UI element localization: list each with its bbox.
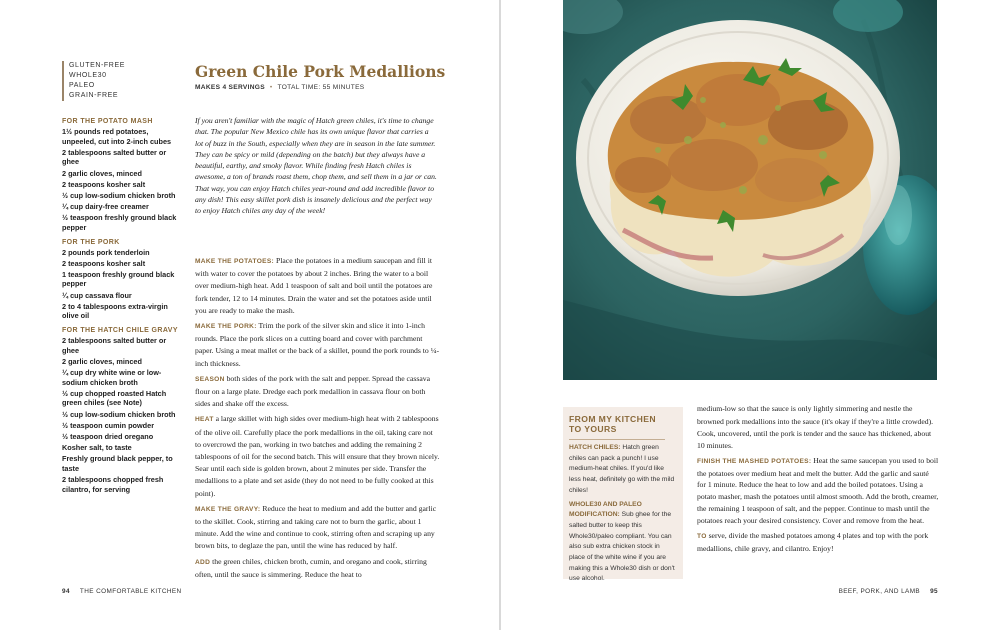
ingredient-item: 2 tablespoons chopped fresh cilantro, for serving [62, 475, 164, 494]
ingredient-item: ¼ cup cassava flour [62, 290, 132, 300]
page-number: 95 [930, 588, 938, 595]
step-text: Heat the same saucepan you used to boil the potatoes over medium heat and melt the butter. Add the garlic and sauté for 1 minute. Reduce the heat to low and add the boiled potatoes. Using a potato masher, mash the potatoes until almost smooth. Add the broth, creamer, the remaining 1 teaspoon of salt, and the pepper. Continue to mash until the potatoes reach your desired consistency. Cover and remove from the heat. [697, 455, 939, 526]
note-label: HATCH CHILES: [569, 444, 621, 451]
ingredient-item: ½ cup chopped roasted Hatch green chiles (see Note) [62, 388, 167, 408]
dish-illustration [563, 0, 937, 380]
dish-photo [563, 0, 937, 380]
ingredient-item: 2 teaspoons kosher salt [62, 258, 146, 268]
right-folio [839, 588, 938, 595]
ingredient-item: ¼ cup dry white wine or low-sodium chicken broth [62, 368, 162, 387]
step-label: MAKE THE POTATOES: [195, 258, 275, 265]
recipe-step [195, 320, 440, 370]
ingredient-group-heading: FOR THE HATCH CHILE GRAVY [62, 327, 178, 335]
recipe-step [195, 413, 440, 499]
left-page [0, 0, 499, 630]
step-label: FINISH THE MASHED POTATOES: [697, 457, 812, 465]
notes-title-line: TO YOURS [569, 424, 617, 434]
note-text: Hatch green chiles can pack a punch! I use medium-heat chiles. If you'd like less heat, definitely go with the mild chiles! [569, 444, 675, 494]
running-head: BEEF, PORK, AND LAMB [838, 588, 921, 595]
ingredient-list [62, 118, 180, 496]
step-text: a large skillet with high sides over medium-high heat with 2 tablespoons of the olive oil. Carefully place the pork medallions in the oil, taking care not to overcrowd the pan, working in two batches and adding the remaining 2 tablespoons of oil for the second batch. This will ensure that they brown nicely. Sear until each side is golden brown, about 2 minutes per side. Transfer the medallions to a plate and set aside (they do not need to be fully cooked at this point). [195, 414, 440, 498]
ingredient-item: 2 tablespoons salted butter or ghee [62, 147, 167, 167]
recipe-step [697, 403, 939, 452]
note-label: WHOLE30 AND PALEO MODIFICATION: [569, 500, 642, 519]
pork-medallion [755, 158, 831, 202]
step-text: Reduce the heat to medium and add the butter and garlic to the skillet. Cook, stirring and taking care not to burn the garlic, about 1 minute. Add the wine and continue to cook, stirring often and scraping up any brown bits, to deglaze the pan, until the wine has reduced by half. [195, 503, 437, 551]
diet-tag: PALEO [69, 82, 95, 89]
left-folio [62, 588, 182, 595]
step-label: MAKE THE PORK: [195, 323, 257, 331]
pork-medallion [668, 139, 758, 191]
recipe-steps [195, 255, 440, 584]
kitchen-note [569, 443, 677, 497]
recipe-step [195, 373, 440, 411]
recipe-step [195, 556, 440, 581]
pork-medallion [630, 96, 706, 144]
notes-title [569, 414, 665, 440]
step-label: HEAT [195, 416, 214, 424]
servings: MAKES 4 SERVINGS [195, 84, 265, 91]
pork-medallion [696, 74, 780, 126]
recipe-steps-continued [697, 403, 939, 558]
ingredient-item: ½ cup low-sodium chicken broth [62, 409, 176, 419]
notes-title-line: FROM MY KITCHEN [569, 414, 657, 424]
ingredient-item: 1 teaspoon freshly ground black pepper [62, 269, 175, 289]
total-time: TOTAL TIME: 55 MINUTES [277, 84, 365, 91]
diet-tags [62, 61, 125, 101]
recipe-step [195, 503, 440, 553]
step-text: Place the potatoes in a medium saucepan and fill it with water to cover the potatoes by about 2 inches. Bring the water to a boil over medium-high heat. Add 1 teaspoon of salt and boil until the potatoes are fork tender, 12 to 14 minutes. Drain the water and set the potatoes aside until you are ready to make the mash. [195, 256, 433, 315]
step-label: ADD [195, 558, 211, 566]
ingredient-item: ½ teaspoon dried oregano [62, 431, 154, 441]
recipe-step [697, 455, 939, 527]
ingredient-group-heading: FOR THE PORK [62, 238, 120, 246]
ingredient-item: ½ teaspoon freshly ground black pepper [62, 213, 177, 232]
diet-tag: WHOLE30 [69, 72, 107, 79]
step-text: the green chiles, chicken broth, cumin, and oregano and cook, stirring often, until the sauce is simmering. Reduce the heat to [195, 556, 427, 579]
recipe-step [697, 530, 939, 555]
ingredient-item: 2 pounds pork tenderloin [62, 247, 150, 257]
ingredient-item: 2 teaspoons kosher salt [62, 179, 146, 189]
ingredient-item: 1½ pounds red potatoes, unpeeled, cut into 2-inch cubes [62, 127, 172, 146]
ingredient-group-heading: FOR THE POTATO MASH [62, 118, 153, 125]
kitchen-notes-box [563, 407, 683, 583]
diet-tag: GRAIN-FREE [69, 92, 119, 99]
recipe-title: Green Chile Pork Medallions [195, 62, 446, 81]
page-number: 94 [62, 588, 70, 595]
step-text: both sides of the pork with the salt and pepper. Spread the cassava flour on a large plate. Dredge each pork medallion in cassava flour on both sides and shake off the excess. [195, 373, 431, 409]
step-label: SEASON [195, 375, 225, 383]
step-text: Trim the pork of the silver skin and slice it into 1-inch rounds. Place the pork slices on a cutting board and cover with parchment paper. Using a meat mallet or the back of a skillet, pound the pork rounds to ¼-inch thickness. [195, 321, 440, 368]
recipe-meta [195, 84, 364, 91]
ingredient-item: ½ teaspoon cumin powder [62, 420, 155, 430]
step-text: medium-low so that the sauce is only lightly simmering and nestle the browned pork medallions into the sauce (it's okay if they're a little crowded). Cook, uncovered, until the pork is tender and the sauce has thickened, about 10 minutes. [697, 404, 934, 450]
step-label: MAKE THE GRAVY: [195, 505, 261, 513]
ingredient-item: ¼ cup dairy-free creamer [62, 202, 149, 212]
step-label: TO [697, 533, 707, 541]
kitchen-note [569, 500, 677, 586]
recipe-step [195, 255, 440, 317]
pork-medallion [615, 157, 671, 193]
separator-dot: • [269, 84, 273, 91]
ingredient-item: Freshly ground black pepper, to taste [62, 454, 173, 473]
step-text: serve, divide the mashed potatoes among 4 plates and top with the pork medallions, chile gravy, and cilantro. Enjoy! [697, 531, 929, 553]
ingredient-item: 2 garlic cloves, minced [62, 168, 142, 178]
running-head: THE COMFORTABLE KITCHEN [79, 588, 182, 595]
ingredient-item: 2 tablespoons salted butter or ghee [62, 336, 167, 355]
recipe-intro: If you aren't familiar with the magic of Hatch green chiles, it's time to change that. The popular New Mexico chile has its own unique flavor that carries a lot of buzz in the South, especially when they are in season in the late summer. They can be spicy or mild (depending on the batch) but they always have a beautiful, earthy, and smoky flavor. While finding fresh Hatch chiles is awesome, a ton of brands roast them, chop them, and sell them in a jar or can. That way, you can enjoy Hatch chiles year-round and add incredible flavor to any dish! This easy skillet pork dish is insanely delicious and the perfect way to enjoy Hatch chiles any day of the week! [195, 116, 437, 216]
diet-tag: GLUTEN-FREE [69, 62, 125, 69]
ingredient-item: 2 to 4 tablespoons extra-virgin olive oil [62, 301, 168, 321]
ingredient-item: ½ cup low-sodium chicken broth [62, 190, 176, 200]
ingredient-item: 2 garlic cloves, minced [62, 356, 142, 366]
ingredient-item: Kosher salt, to taste [62, 443, 132, 453]
note-text: Sub ghee for the salted butter to keep this Whole30/paleo compliant. You can also sub extra chicken stock in place of the white wine if you are making this a Whole30 dish or don't use alcohol. [569, 511, 675, 583]
